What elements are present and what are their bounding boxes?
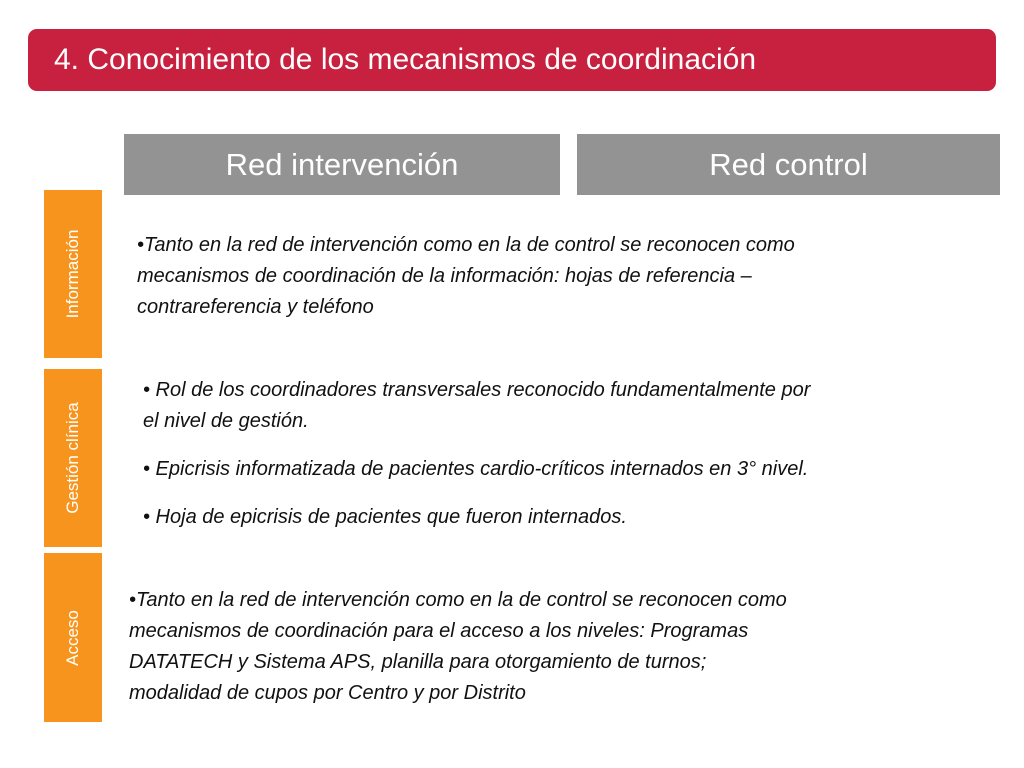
text-line: mecanismos de coordinación para el acceso a los niveles: Programas <box>129 620 749 642</box>
text-line: •Tanto en la red de intervención como en la de control se reconocen como <box>137 234 795 256</box>
text-line: • Hoja de epicrisis de pacientes que fueron internados. <box>143 506 627 528</box>
bullet-item <box>143 454 1009 485</box>
text-line: contrareferencia y teléfono <box>137 296 374 318</box>
bullet-item <box>143 502 1009 533</box>
bullet-item <box>143 375 1009 437</box>
column-header-red-intervencion: Red intervención <box>124 134 560 195</box>
acceso-text-block <box>129 585 999 709</box>
text-line: • Epicrisis informatizada de pacientes cardio-críticos internados en 3° nivel. <box>143 458 809 480</box>
text-line: •Tanto en la red de intervención como en la de control se reconocen como <box>129 589 787 611</box>
side-label-informacion-text: Información <box>63 229 82 319</box>
side-label-gestion-text: Gestión clínica <box>63 402 82 514</box>
slide-title: 4. Conocimiento de los mecanismos de coordinación <box>54 43 757 76</box>
text-line: el nivel de gestión. <box>143 410 309 432</box>
title-bar <box>28 29 996 91</box>
side-label-informacion <box>44 190 102 358</box>
gestion-clinica-text-block <box>143 375 1009 550</box>
side-label-acceso <box>44 553 102 722</box>
side-label-acceso-text: Acceso <box>63 609 82 666</box>
text-line: • Rol de los coordinadores transversales reconocido fundamentalmente por <box>143 379 811 401</box>
text-line: DATATECH y Sistema APS, planilla para otorgamiento de turnos; <box>129 651 707 673</box>
informacion-text-block <box>137 230 1007 323</box>
side-label-gestion-clinica <box>44 369 102 547</box>
column-header-red-control: Red control <box>577 134 1000 195</box>
text-line: mecanismos de coordinación de la información: hojas de referencia – <box>137 265 752 287</box>
text-line: modalidad de cupos por Centro y por Distrito <box>129 682 526 704</box>
